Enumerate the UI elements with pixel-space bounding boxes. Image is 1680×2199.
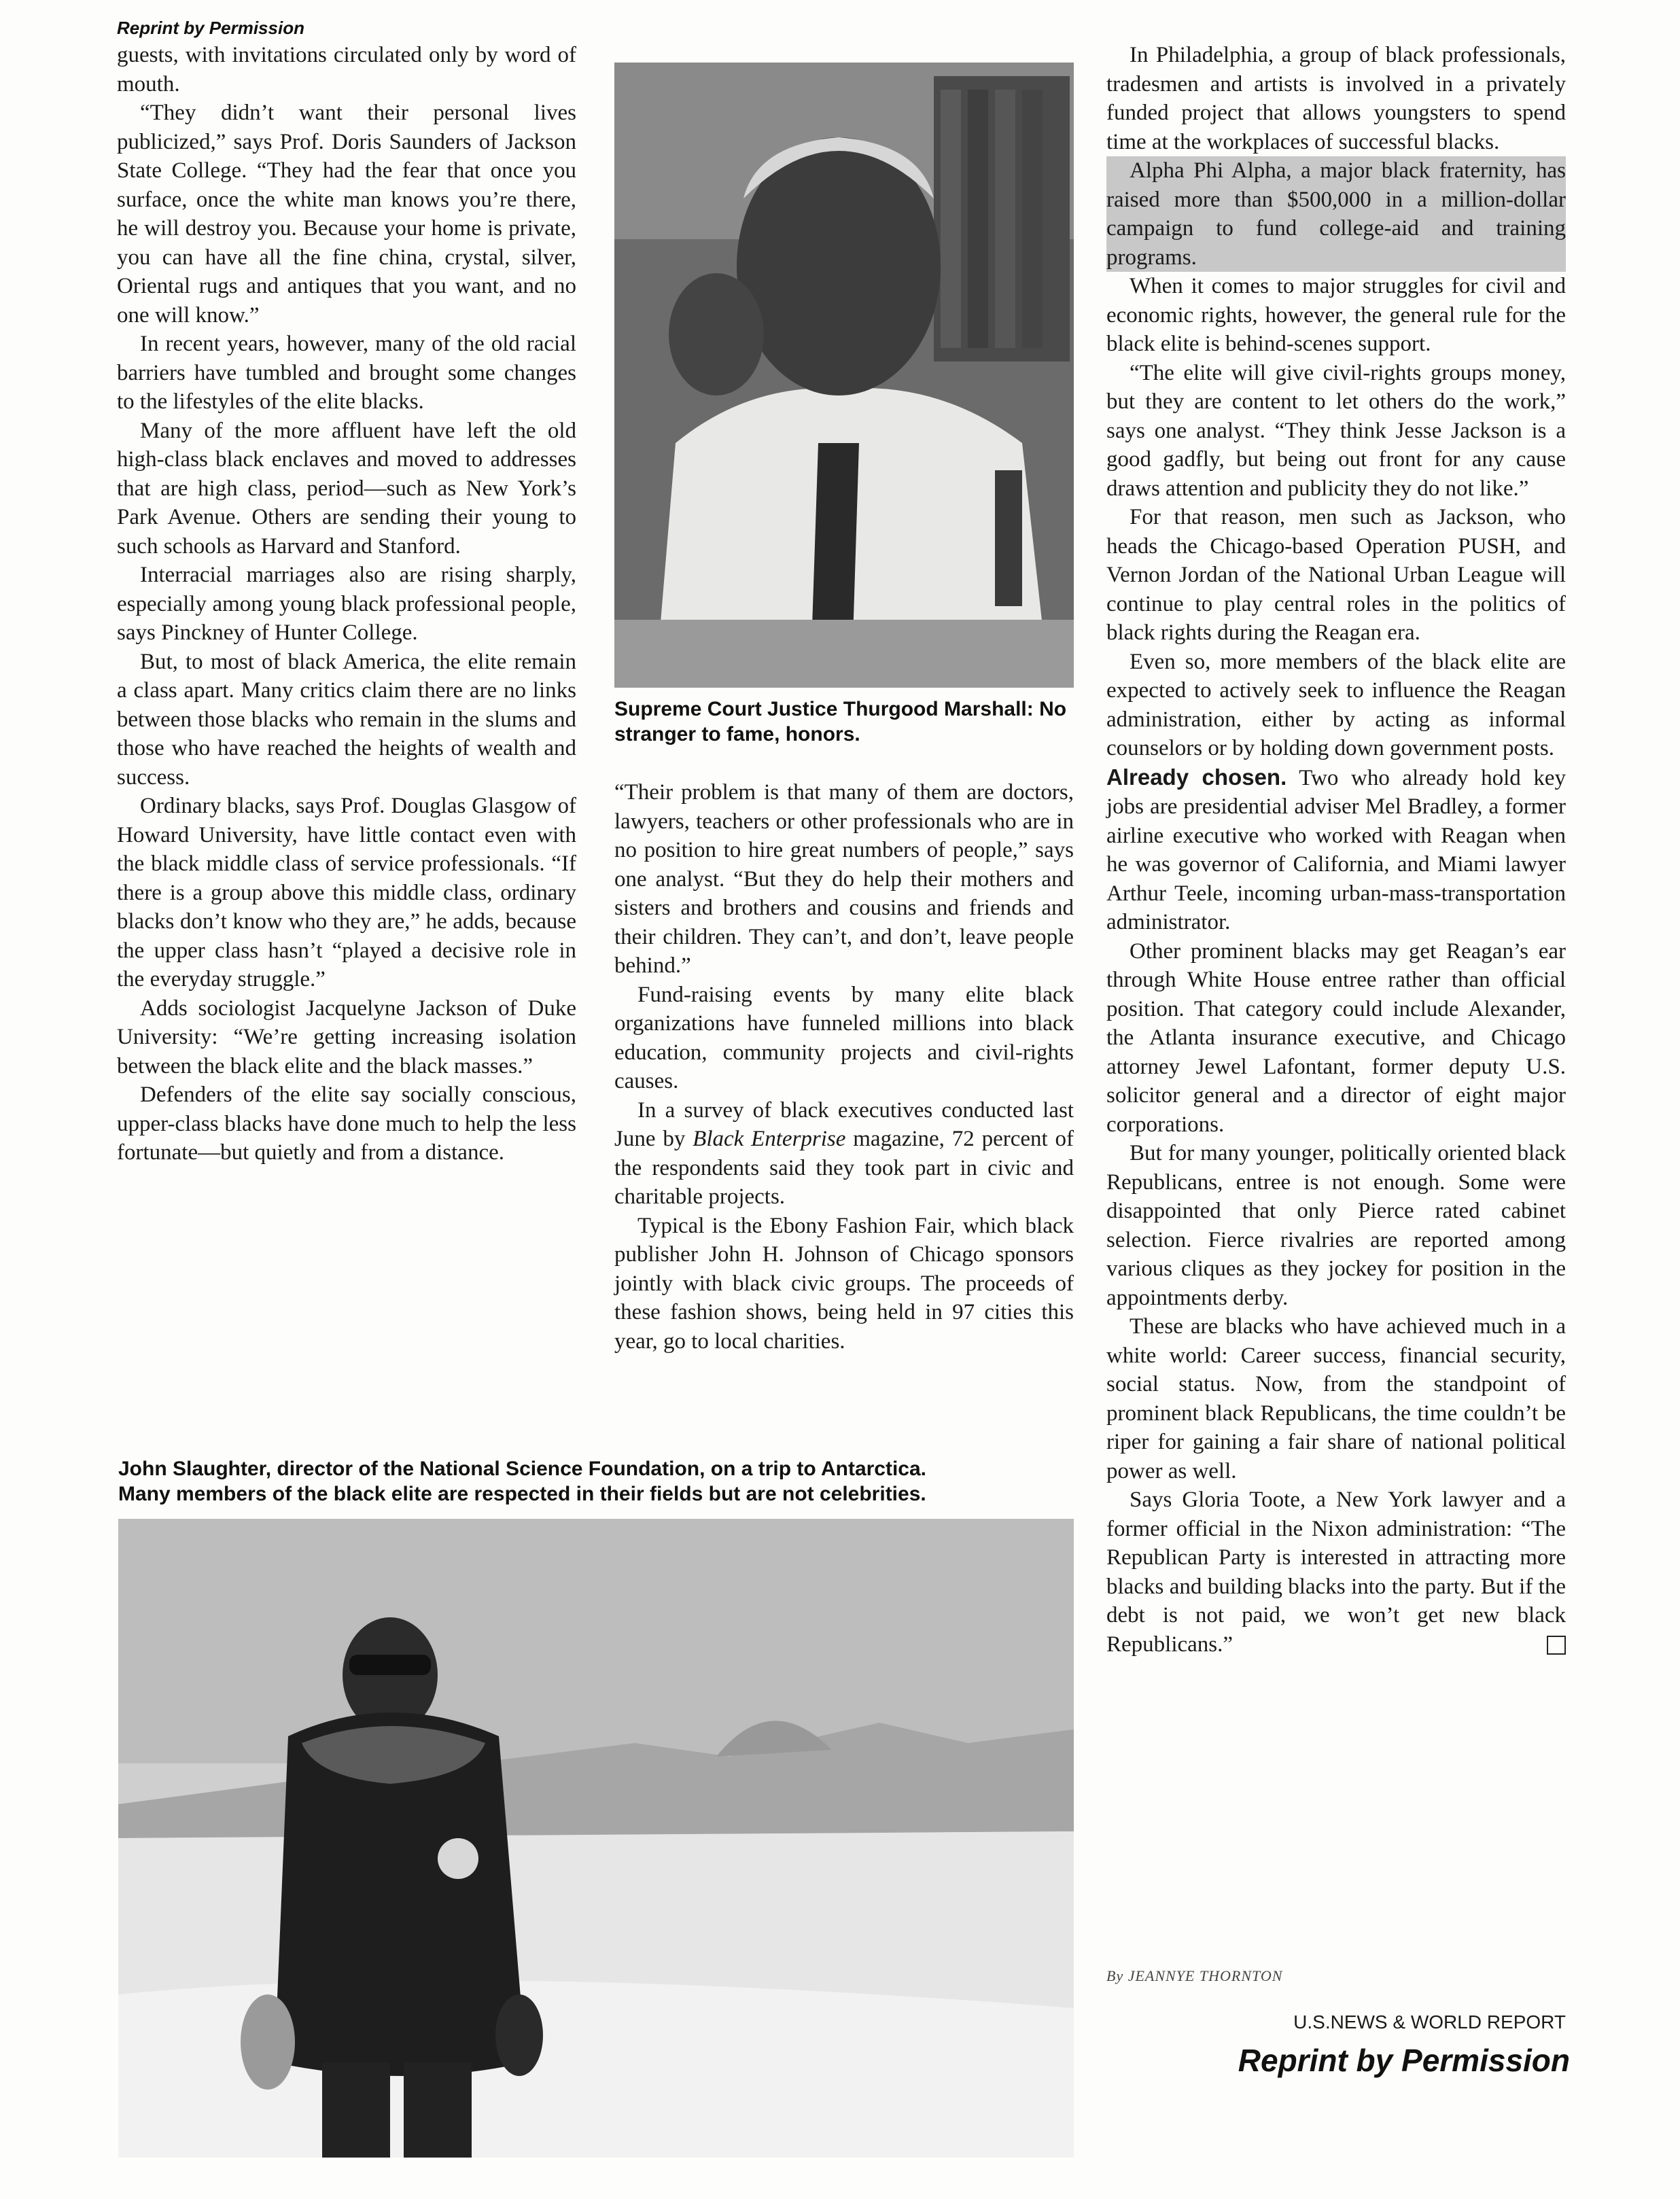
paragraph: Typical is the Ebony Fashion Fair, which black publisher John H. Johnson of Chicago sponsors jointly with black civic groups. The proceeds of these fashion shows, being held in 97 cities this year, go to local charities. [614,1213,1074,1354]
paragraph: In Philadelphia, a group of black professionals, tradesmen and artists is involved in a privately funded project that allows youngsters to spend time at the workplaces of successful blacks. [1106,43,1566,154]
text-segment: magazine, 72 percent of the respondents said they took part in civic and charitable projects. [614,1127,1074,1209]
paragraph: Ordinary blacks, says Prof. Douglas Glasgow of Howard University, have little contact even with the black middle class of service professionals. “If there is a group above this middle class, ordinary blacks don’t know who they are,” he adds, because the upper class hasn’t “played a decisive role in the everyday struggle.” [117,794,576,991]
reprint-label-bottom: Reprint by Permission [1238,2043,1570,2078]
highlighted-paragraph: Alpha Phi Alpha, a major black fraternity, has raised more than $500,000 in a million-dollar campaign to fund college-aid and training programs. [1106,156,1566,272]
paragraph: These are blacks who have achieved much in a white world: Career success, financial security, social status. Now, from the standpoint of prominent black Republicans, the time couldn’t be riper for gaining a fair share of national political power as well. [1106,1314,1566,1483]
paragraph: But, to most of black America, the elite remain a class apart. Many critics claim there are no links between those blacks who remain in the slums and those who have reached the heights of wealth and success. [117,649,576,790]
article-column-1 [117,41,576,1167]
paragraph-survey [614,1096,1074,1212]
paragraph: Other prominent blacks may get Reagan’s ear through White House entree rather than official position. That category could include Alexander, the Atlanta insurance executive, and Chicago attorney Jewel Lafontant, former deputy U.S. solicitor general and a director of eight major corporations. [1106,938,1566,1137]
publication-name: U.S.NEWS & WORLD REPORT [1293,2011,1566,2033]
paragraph: Even so, more members of the black elite are expected to actively seek to influence the Reagan administration, either by acting as informal counselors or by holding down government posts. [1106,649,1566,760]
paragraph: Adds sociologist Jacquelyne Jackson of Duke University: “We’re getting increasing isolation between the black elite and the black masses.” [117,996,576,1078]
paragraph: guests, with invitations circulated only by word of mouth. [117,43,576,96]
paragraph: When it comes to major struggles for civil and economic rights, however, the general rule for the black elite is behind-scenes support. [1106,274,1566,356]
text-segment: Two who already hold key jobs are presidential adviser Mel Bradley, a former airline executive who worked with Reagan when he was governor of California, and Miami lawyer Arthur Teele, incoming urban-mass-transportation administrator. [1106,765,1566,934]
paragraph: Many of the more affluent have left the old high-class black enclaves and moved to addresses that are high class, period—such as New York’s Park Avenue. Others are sending their young to such schools as Harvard and Stanford. [117,418,576,559]
paragraph-final [1106,1485,1566,1659]
paragraph: “The elite will give civil-rights groups money, but they are content to let others do the work,” says one analyst. “They think Jesse Jackson is a good gadfly, but being out front for any cause draws attention and publicity they do not like.” [1106,360,1566,501]
paragraph-subhead [1106,763,1566,937]
magazine-title: Black Enterprise [693,1127,846,1151]
end-mark-icon [1547,1636,1566,1655]
article-column-3 [1106,41,1566,1659]
text-segment: Says Gloria Toote, a New York lawyer and a former official in the Nixon administration: “The Republican Party is interested in attracting more blacks and building blacks into the party. But if the debt is not paid, we won’t get new black Republicans.” [1106,1488,1566,1657]
caption-line: John Slaughter, director of the National Science Foundation, on a trip to Antarctica. [118,1458,927,1480]
caption-line: Many members of the black elite are respected in their fields but are not celebrities. [118,1483,926,1505]
thurgood-marshall-photo [614,63,1074,688]
john-slaughter-antarctica-photo [118,1519,1074,2158]
paragraph: But for many younger, politically oriented black Republicans, entree is not enough. Some were disappointed that only Pierce rated cabinet selection. Fierce rivalries are reported among various cliques as they jockey for position in the appointments derby. [1106,1141,1566,1310]
text-segment: In a survey of black executives conducted last June by [614,1097,1074,1151]
paragraph: For that reason, men such as Jackson, who heads the Chicago-based Operation PUSH, and Vernon Jordan of the National Urban League will continue to play central roles in the politics of black rights during the Reagan era. [1106,505,1566,645]
subhead-already-chosen: Already chosen. [1106,764,1287,790]
paragraph: Interracial marriages also are rising sharply, especially among young black professional people, says Pinckney of Hunter College. [117,563,576,645]
photo-caption-marshall: Supreme Court Justice Thurgood Marshall: No stranger to fame, honors. [614,698,1067,745]
paragraph: Defenders of the elite say socially conscious, upper-class blacks have done much to help the less fortunate—but quietly and from a distance. [117,1083,576,1165]
paragraph: “Their problem is that many of them are doctors, lawyers, teachers or other professionals who are in no position to hire great numbers of people,” says one analyst. “But they do help their mothers and sisters and brothers and cousins and friends and their children. They can’t, and don’t, leave people behind.” [614,780,1074,978]
reprint-label-top: Reprint by Permission [117,18,304,38]
article-column-2 [614,778,1074,1356]
byline: By JEANNYE THORNTON [1106,1967,1283,1984]
photo-caption-slaughter [118,1456,1074,1507]
paragraph: Fund-raising events by many elite black organizations have funneled millions into black education, community projects and civil-rights causes. [614,982,1074,1093]
paragraph: “They didn’t want their personal lives publicized,” says Prof. Doris Saunders of Jackson State College. “They had the fear that once you surface, once the white man knows you’re there, he will destroy you. Because your home is private, you can have all the fine china, crystal, silver, Oriental rugs and antiques that you want, and no one will know.” [117,101,576,328]
paragraph: In recent years, however, many of the old racial barriers have tumbled and brought some changes to the lifestyles of the elite blacks. [117,332,576,414]
